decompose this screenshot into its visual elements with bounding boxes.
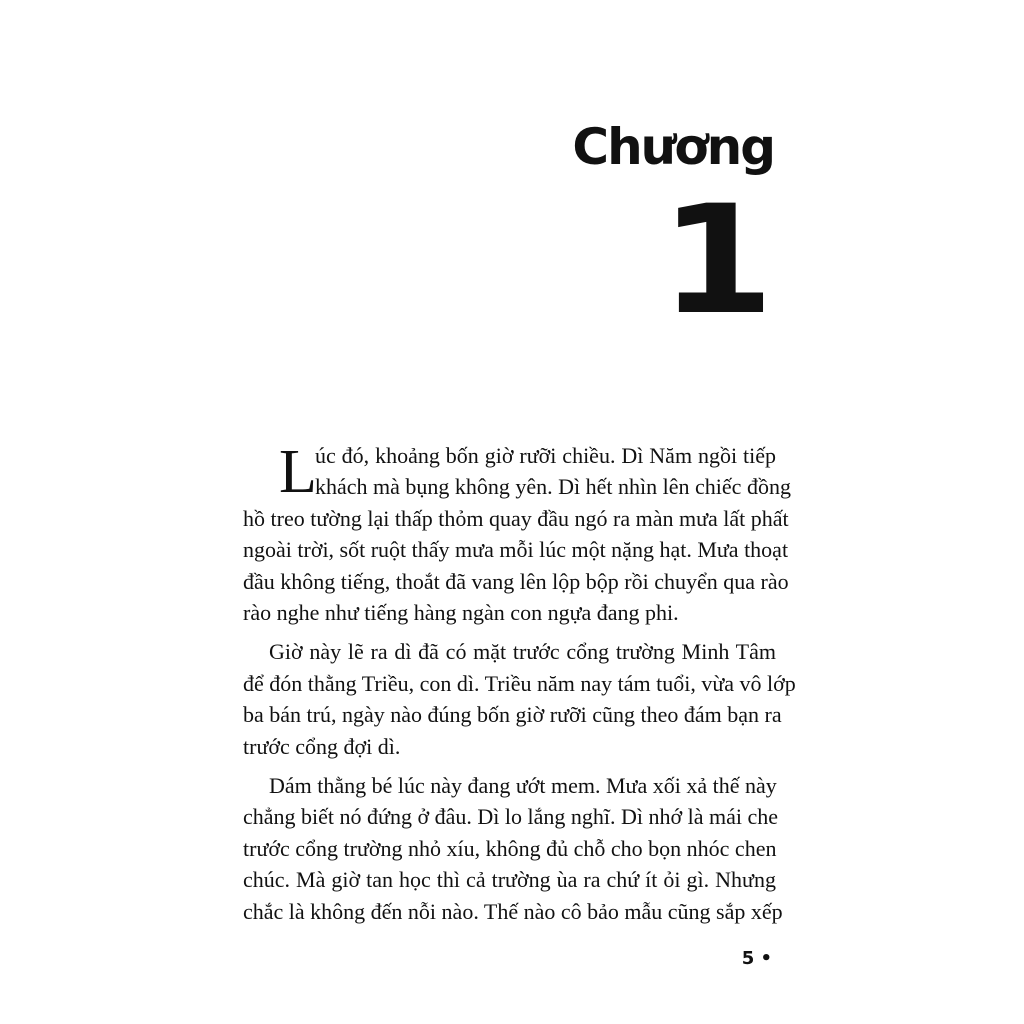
text-line: ba bán trú, ngày nào đúng bốn giờ rưỡi cũng theo đám bạn ra xyxy=(243,702,782,728)
chapter-heading: Chương xyxy=(572,118,774,176)
text-line: hồ treo tường lại thấp thỏm quay đầu ngó ra màn mưa lất phất xyxy=(243,505,789,531)
text-line: ngoài trời, sốt ruột thấy mưa mỗi lúc một nặng hạt. Mưa thoạt xyxy=(243,537,789,563)
paragraph-1 xyxy=(243,438,791,628)
text-line: Giờ này lẽ ra dì đã có mặt trước cổng trường Minh Tâm xyxy=(269,639,776,665)
text-line: rào nghe như tiếng hàng ngàn con ngựa đang phi. xyxy=(243,600,679,626)
chapter-number: 1 xyxy=(659,174,774,348)
body-text xyxy=(243,438,796,927)
page-number: 5 • xyxy=(741,948,772,969)
text-line: trước cổng đợi dì. xyxy=(243,733,401,759)
text-line: trước cổng trường nhỏ xíu, không đủ chỗ cho bọn nhóc chen xyxy=(243,835,777,861)
text-line: đầu không tiếng, thoắt đã vang lên lộp bộp rồi chuyển qua rào xyxy=(243,568,789,594)
paragraph-3 xyxy=(243,770,783,927)
text-line: khách mà bụng không yên. Dì hết nhìn lên chiếc đồng xyxy=(315,474,791,500)
text-line: chắc là không đến nỗi nào. Thế nào cô bảo mẫu cũng sắp xếp xyxy=(243,898,783,924)
text-line: úc đó, khoảng bốn giờ rưỡi chiều. Dì Năm ngồi tiếp xyxy=(315,443,776,468)
text-line: chẳng biết nó đứng ở đâu. Dì lo lắng nghĩ. Dì nhớ là mái che xyxy=(243,804,778,830)
text-line: chúc. Mà giờ tan học thì cả trường ùa ra chứ ít ỏi gì. Nhưng xyxy=(243,867,776,893)
text-line: để đón thằng Triều, con dì. Triều năm nay tám tuổi, vừa vô lớp xyxy=(243,670,796,696)
paragraph-2 xyxy=(243,636,796,762)
text-line: Dám thằng bé lúc này đang ướt mem. Mưa xối xả thế này xyxy=(269,773,777,799)
drop-cap: L xyxy=(279,438,317,506)
